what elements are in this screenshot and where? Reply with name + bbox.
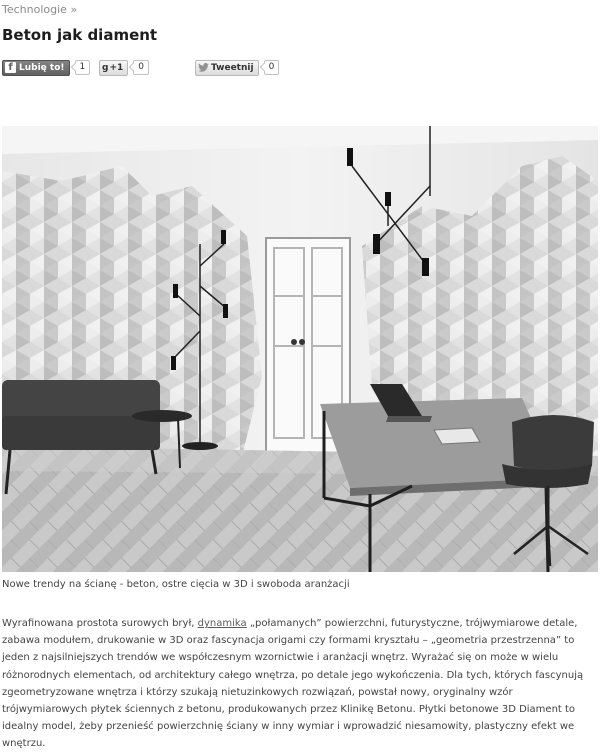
facebook-like-count: 1 — [75, 60, 91, 75]
tweet-count: 0 — [264, 60, 280, 75]
google-plus-share-widget — [99, 59, 149, 76]
google-plus-icon: g — [102, 62, 109, 73]
breadcrumb-section-link[interactable]: Technologie — [2, 3, 67, 16]
tweet-button[interactable] — [195, 60, 259, 76]
facebook-like-button[interactable] — [2, 60, 70, 76]
google-plus-button[interactable] — [99, 60, 128, 76]
facebook-icon: f — [5, 62, 16, 73]
breadcrumb-separator: » — [70, 3, 78, 16]
interior-photo-illustration — [2, 126, 598, 572]
dynamika-link[interactable]: dynamika — [197, 618, 247, 629]
twitter-bird-icon — [198, 63, 209, 72]
tweet-label: Tweetnij — [211, 62, 254, 73]
article-body — [2, 615, 598, 753]
article-body-rest: „połamanych” powierzchni, futurystyczne, trójwymiarowe detale, zabawa modułem, drukowanie w 3D oraz fascynacja origami czy formami kryształu – „geometria przestrzenna” to jeden z najsilniejszych trendów we współczesnym wzornictwie i aranżacji wnętrz. Wyrażać się on może w wielu różnorodnych elementach, od architektury całego wnętrza, po detale jego wykończenia. Dla tych, których fascynują zgeometryzowane wnętrza i którzy szukają nietuzinkowych rozwiązań, powstał nowy, oryginalny wzór trójwymiarowych płytek ściennych z betonu, produkowanych przez Klinikę Betonu. Płytki betonowe 3D Diament to idealny model, żeby przenieść powierzchnię ściany w inny wymiar i wprowadzić niesamowity, plastyczny efekt we wnętrzu. — [2, 618, 584, 750]
twitter-share-widget — [195, 59, 279, 76]
breadcrumb — [2, 3, 77, 16]
article-title: Beton jak diament — [2, 26, 158, 44]
article-body-intro: Wyrafinowana prostota surowych brył, — [2, 618, 198, 629]
google-plus-count: 0 — [133, 60, 149, 75]
photo-caption: Nowe trendy na ścianę - beton, ostre cięcia w 3D i swoboda aranżacji — [2, 579, 350, 590]
google-plus-label: +1 — [109, 62, 124, 73]
facebook-share-widget — [2, 59, 90, 76]
article-photo — [2, 126, 598, 572]
facebook-like-label: Lubię to! — [19, 62, 65, 73]
